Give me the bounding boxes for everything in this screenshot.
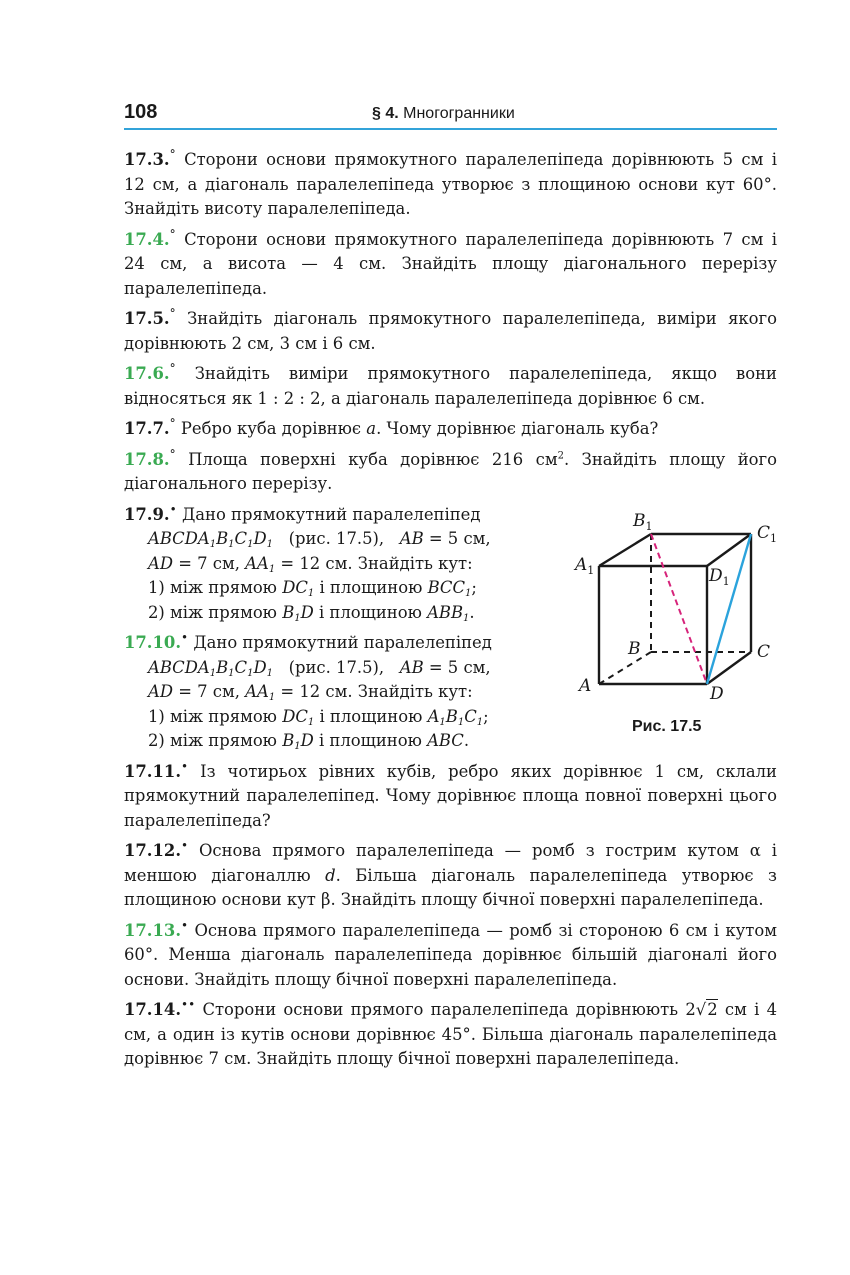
problem-17-7: 17.7.° Ребро куба дорівнює a. Чому дорівнює діагональ куба? — [124, 416, 659, 438]
problem-17-8: 17.8.° Площа поверхні куба дорівнює 216 $см^2$. Знайдіть площу його діагонального перерізу. — [124, 447, 777, 493]
item-text: 2) між прямою — [148, 731, 277, 750]
problem-text: Знайдіть виміри прямокутного паралелепіпеда, якщо вони відносяться як 1 : 2 : 2, а діагональ паралелепіпеда дорівнює 6 см. — [124, 364, 777, 408]
problem-17-13: 17.13.• Основа прямого паралелепіпеда — ромб зі стороною 6 см і кутом 60°. Менша діагональ паралелепіпеда дорівнює більшій діагоналі його основи. Знайдіть площу бічної поверхні паралелепіпеда. — [124, 918, 777, 989]
problem-17-10: 17.10.• Дано прямокутний паралелепіпед $ABCDA_1B_1C_1D_1$ (рис. 17.5), AB = 5 см, AD = 7 см, $AA_1 = 12$ см. Знайдіть кут: 1) між прямою $DC_1$ і площиною $A_1B_1C_1$; 2) між прямою $B_1D$ і площиною ABC. — [124, 630, 492, 752]
problem-text: Знайдіть кут: — [357, 682, 473, 701]
problem-number: 17.11. — [124, 761, 182, 781]
hidden-edge-a-b — [599, 652, 651, 684]
edge-d1-c1 — [707, 534, 751, 566]
problem-text: Ребро куба дорівнює — [180, 419, 362, 438]
item-text: 1) між прямою — [148, 578, 277, 597]
problem-17-9: 17.9.• Дано прямокутний паралелепіпед $ABCDA_1B_1C_1D_1$ (рис. 17.5), AB = 5 см, AD = 7 см, $AA_1 = 12$ см. Знайдіть кут: 1) між прямою $DC_1$ і площиною $BCC_1$; 2) між прямою $B_1D$ і площиною $ABB_1$. — [124, 502, 491, 624]
edge-a1-b1 — [599, 534, 651, 566]
problem-number: 17.10. — [124, 633, 182, 652]
problem-17-12: 17.12.• Основа прямого паралелепіпеда — ромб з гострим кутом α і меншою діагоналлю d. Більша діагональ паралелепіпеда утворює з площиною основи кут β. Знайдіть площу бічної поверхні паралелепіпеда. — [124, 838, 777, 909]
problem-number: 17.13. — [124, 920, 182, 940]
diagonal-d-c1 — [707, 534, 751, 684]
label-a: A — [579, 676, 592, 696]
item-text: 2) між прямою — [148, 602, 277, 622]
problem-text: Дано прямокутний паралелепіпед — [193, 633, 492, 652]
label-a1: $A_1$ — [575, 555, 595, 577]
label-d1: $D_1$ — [709, 566, 730, 588]
problem-text: Основа прямого паралелепіпеда — ромб зі стороною 6 см і кутом 60°. Менша діагональ паралелепіпеда дорівнює більшій діагоналі його основи. Знайдіть площу бічної поверхні паралелепіпеда. — [124, 920, 777, 989]
figure-reference: (рис. 17.5), — [288, 529, 385, 548]
section-mark: § 4. — [372, 105, 399, 122]
item-text: і площиною — [318, 731, 422, 750]
problem-number: 17.9. — [124, 504, 170, 524]
problem-number: 17.4. — [124, 229, 170, 249]
header-rule — [124, 128, 777, 130]
sqrt-argument: 2 — [707, 1000, 718, 1019]
diagonal-b1-d — [651, 534, 707, 684]
section-header — [372, 105, 515, 123]
problem-number: 17.7. — [124, 419, 170, 438]
problem-text: Із чотирьох рівних кубів, ребро яких дорівнює 1 см, склали прямокутний паралелепіпед. Чому дорівнює площа повної поверхні цього паралелепіпеда? — [124, 761, 777, 830]
label-d: D — [710, 684, 724, 704]
math-variable: a — [366, 419, 377, 438]
parallelepiped-figure — [570, 504, 790, 704]
problem-text: Сторони основи прямого паралелепіпеда дорівнюють 2 — [202, 1000, 696, 1019]
item-text: і площиною — [319, 578, 423, 597]
figure-17-5 — [570, 504, 790, 749]
problem-text: . Чому дорівнює діагональ куба? — [376, 419, 659, 438]
page-number: 108 — [124, 101, 158, 123]
problem-number: 17.12. — [124, 841, 182, 860]
problem-number: 17.3. — [124, 150, 170, 169]
problem-17-11: 17.11.• Із чотирьох рівних кубів, ребро яких дорівнює 1 см, склали прямокутний паралелепіпед. Чому дорівнює площа повної поверхні цього паралелепіпеда? — [124, 759, 777, 830]
label-c: C — [757, 642, 771, 662]
problem-text: см і 4 см, а один із кутів основи дорівнює 45°. Більша діагональ паралелепіпеда дорівнює 7 см. Знайдіть площу бічної поверхні паралелепіпеда. — [124, 1000, 777, 1068]
problem-17-4: 17.4.° Сторони основи прямокутного паралелепіпеда дорівнюють 7 см і 24 см, а висота — 4 см. Знайдіть площу діагонального перерізу паралелепіпеда. — [124, 227, 778, 298]
item-text: і площиною — [318, 602, 422, 622]
problem-text: Основа прямого паралелепіпеда — ромб з гострим кутом α і меншою діагоналлю — [124, 841, 777, 885]
problem-17-6: 17.6.° Знайдіть виміри прямокутного паралелепіпеда, якщо вони відносяться як 1 : 2 : 2, а діагональ паралелепіпеда дорівнює 6 см. — [124, 361, 777, 408]
problem-text: . Більша діагональ паралелепіпеда утворює з площиною основи кут β. Знайдіть площу бічної поверхні паралелепіпеда. — [124, 865, 777, 909]
problem-text: Сторони основи прямокутного паралелепіпеда дорівнюють 7 см і 24 см, а висота — 4 см. Знайдіть площу діагонального перерізу паралелепіпеда. — [124, 229, 778, 298]
label-b: B — [628, 639, 641, 659]
figure-caption: Рис. 17.5 — [632, 718, 702, 735]
figure-reference: (рис. 17.5), — [288, 657, 385, 677]
problem-number: 17.5. — [124, 309, 170, 328]
edge-d-c — [707, 652, 751, 684]
problem-text: Площа поверхні куба дорівнює 216 см — [188, 449, 558, 469]
label-c1: $C_1$ — [757, 523, 778, 545]
label-b1: $B_1$ — [633, 511, 653, 533]
problem-text: Знайдіть кут: — [357, 553, 473, 573]
problem-17-3: 17.3.° Сторони основи прямокутного паралелепіпеда дорівнюють 5 см і 12 см, а діагональ паралелепіпеда утворює з площиною основи кут 60°. Знайдіть висоту паралелепіпеда. — [124, 147, 778, 218]
problem-number: 17.8. — [124, 449, 170, 469]
problem-text: Дано прямокутний паралелепіпед — [181, 504, 481, 524]
problem-number: 17.6. — [124, 364, 170, 383]
problem-text: Сторони основи прямокутного паралелепіпеда дорівнюють 5 см і 12 см, а діагональ паралелепіпеда утворює з площиною основи кут 60°. Знайдіть висоту паралелепіпеда. — [124, 150, 778, 218]
section-title: Многогранники — [403, 105, 515, 122]
problem-17-5: 17.5.° Знайдіть діагональ прямокутного паралелепіпеда, виміри якого дорівнюють 2 см, 3 см і 6 см. — [124, 306, 777, 353]
item-text: 1) між прямою — [148, 706, 277, 726]
math-variable: d — [325, 865, 336, 885]
item-text: і площиною — [319, 706, 423, 726]
problem-number: 17.14. — [124, 1000, 182, 1019]
problem-text: . Знайдіть площу його діагонального перерізу. — [124, 449, 777, 493]
problem-text: Знайдіть діагональ прямокутного паралелепіпеда, виміри якого дорівнюють 2 см, 3 см і 6 см. — [124, 309, 777, 353]
problem-17-14: 17.14.•• Сторони основи прямого паралелепіпеда дорівнюють 2√2 см і 4 см, а один із кутів основи дорівнює 45°. Більша діагональ паралелепіпеда дорівнює 7 см. Знайдіть площу бічної поверхні паралелепіпеда. — [124, 997, 777, 1068]
